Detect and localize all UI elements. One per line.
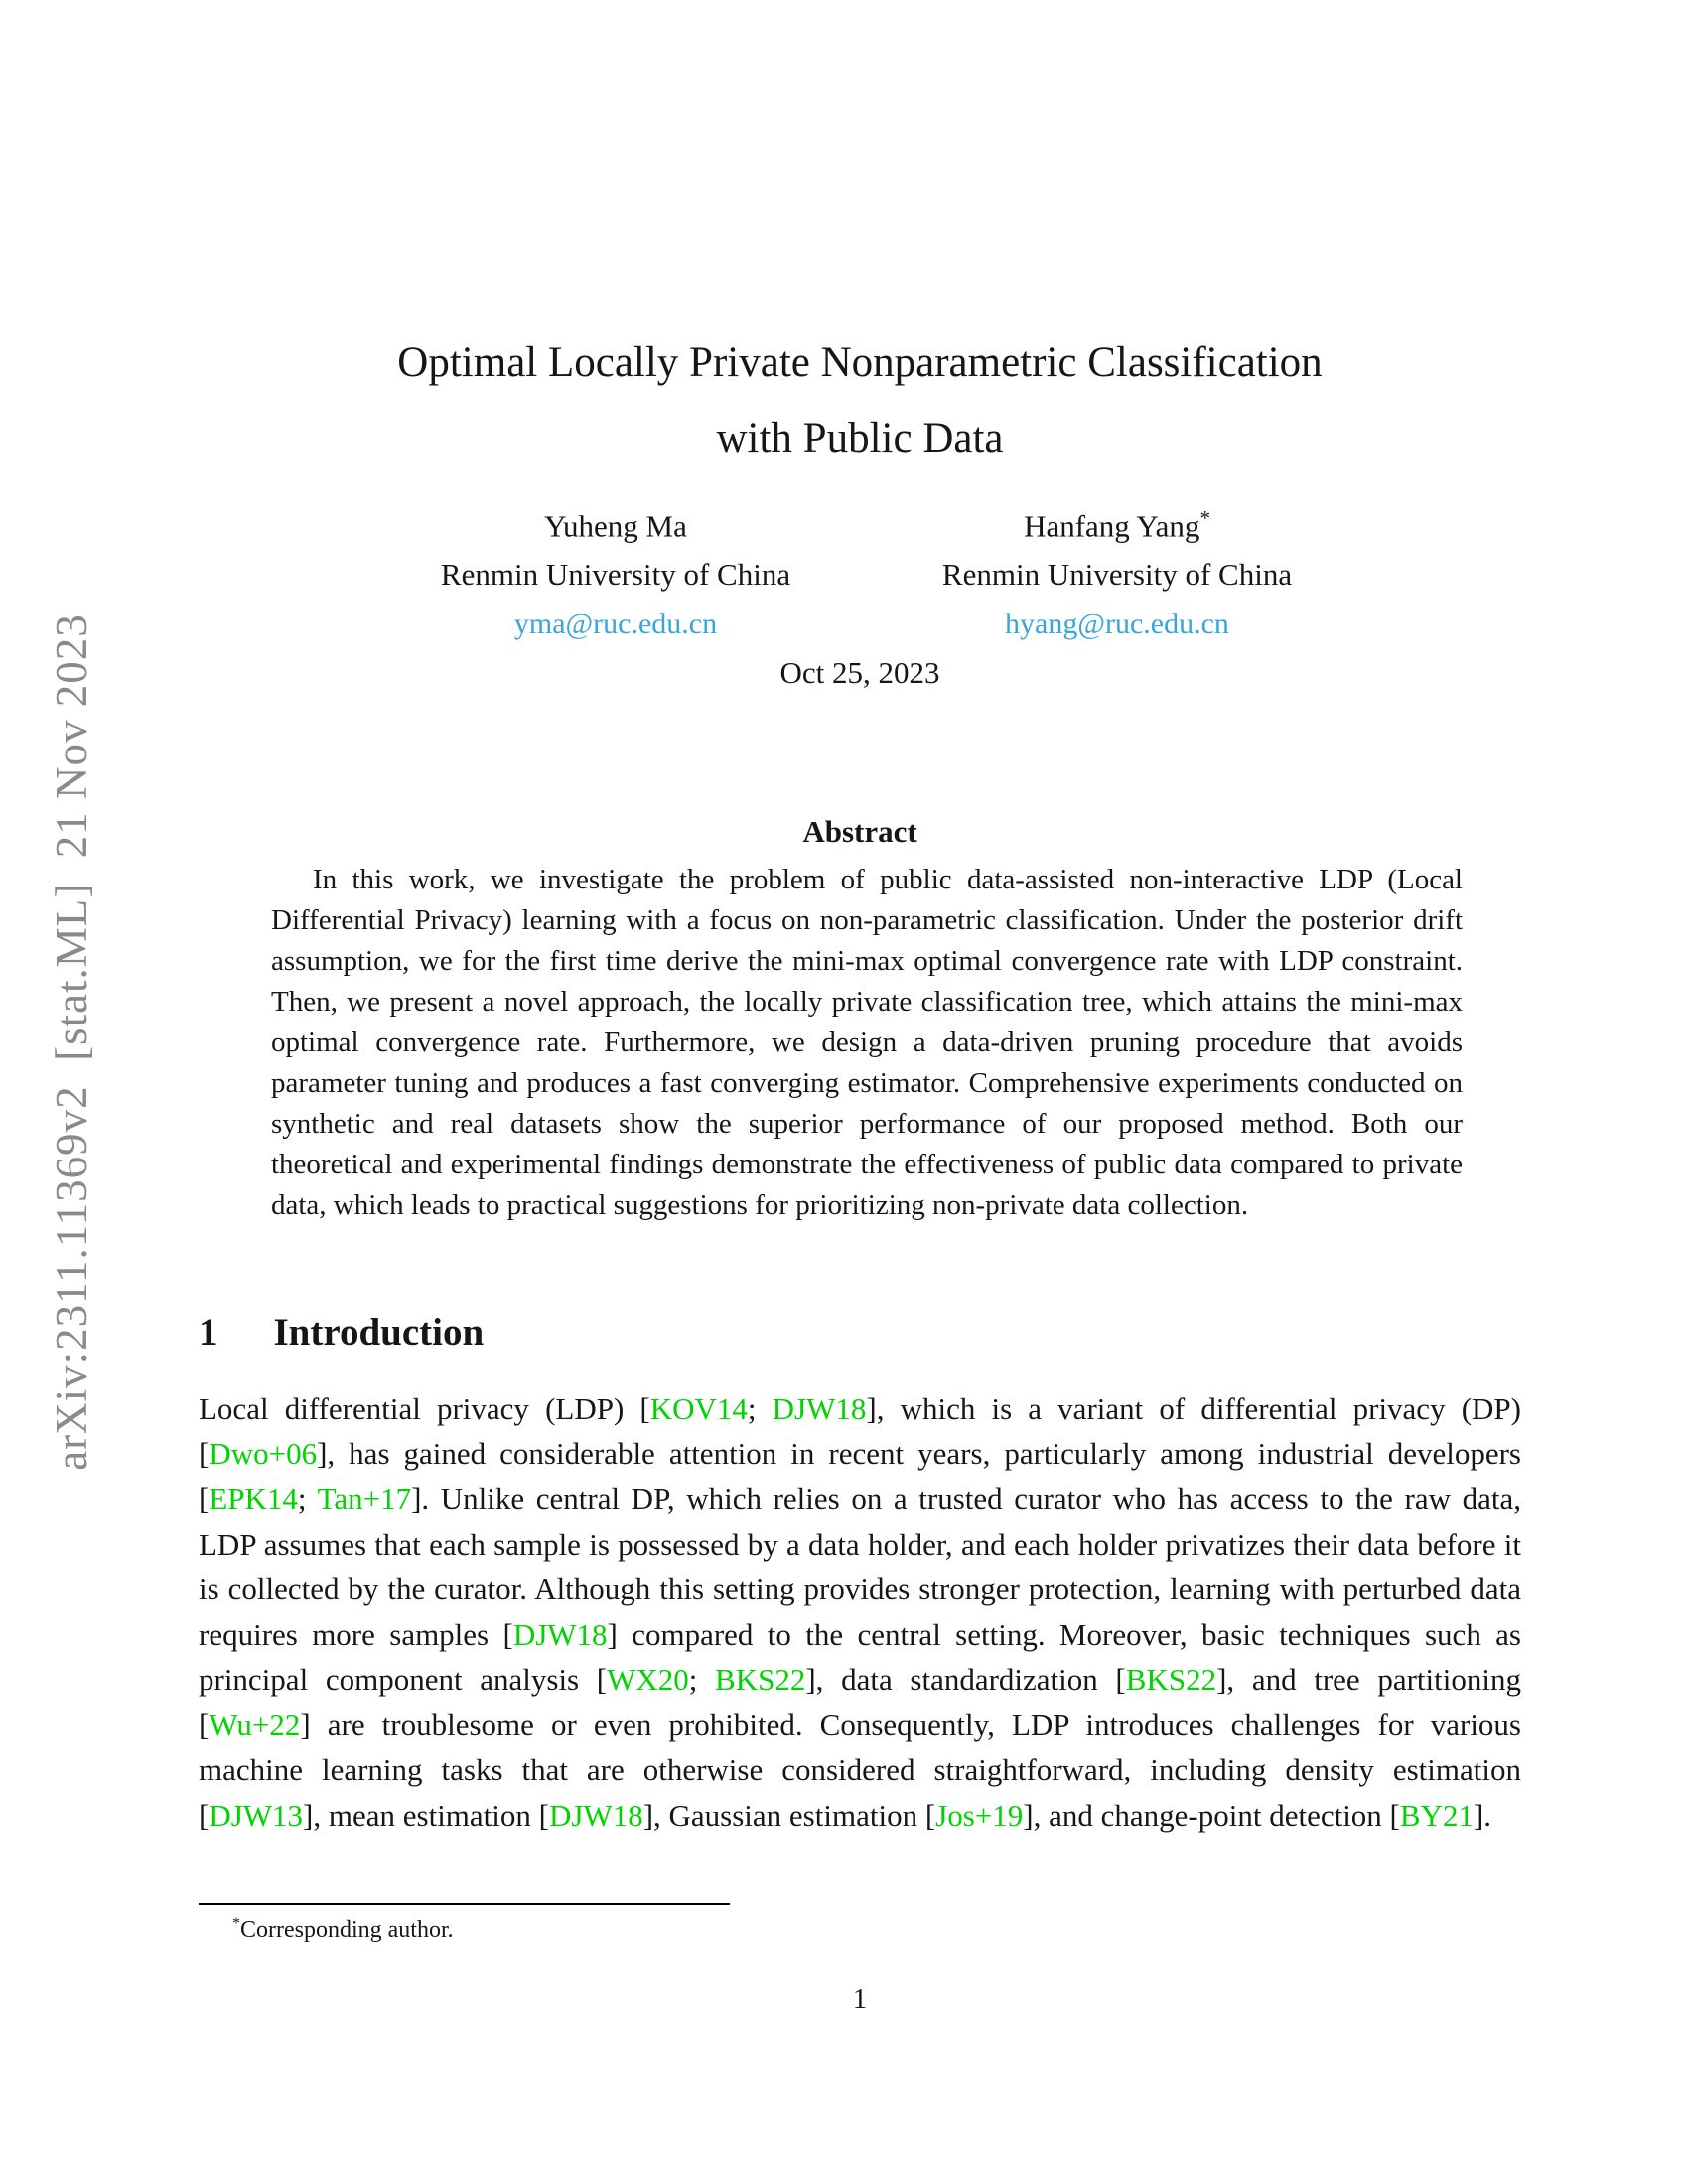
author-name: Yuheng Ma <box>544 508 687 544</box>
text-run: ]. Unlike central DP, which relies on a trusted curator who has access to the raw data, LDP assumes that each sample is possessed by a data holder, and each holder privatizes their data before it is collected by the curator. Although this setting provides stronger protection, learning with perturbed data requires more samples [ <box>199 1481 1521 1652</box>
author-superscript: * <box>1199 506 1210 530</box>
citation-link[interactable]: Jos+19 <box>935 1797 1024 1833</box>
text-run: ], mean estimation [ <box>303 1797 549 1833</box>
section-number: 1 <box>199 1311 218 1354</box>
text-run: ] are troublesome or even prohibited. Consequently, LDP introduces challenges for various machine learning tasks that are otherwise considered straightforward, including density estimation [ <box>199 1706 1521 1833</box>
author-affiliation: Renmin University of China <box>440 557 791 593</box>
section-heading <box>199 1310 1521 1355</box>
author-email-link[interactable]: yma@ruc.edu.cn <box>513 608 718 641</box>
abstract-text: In this work, we investigate the problem of public data-assisted non-interactive LDP (Local Differential Privacy) learning with a focus on non-parametric classification. Under the posterior drift assumption, we for the first time derive the mini-max optimal convergence rate with LDP constraint. Then, we present a novel approach, the locally private classification tree, which attains the mini-max optimal convergence rate. Furthermore, we design a data-driven pruning procedure that avoids parameter tuning and produces a fast converging estimator. Comprehensive experiments conducted on synthetic and real datasets show the superior performance of our proposed method. Both our theoretical and experimental findings demonstrate the effectiveness of public data compared to private data, which leads to practical suggestions for prioritizing non-private data collection. <box>271 864 1463 1221</box>
citation-link[interactable]: Tan+17 <box>317 1481 412 1516</box>
citation-link[interactable]: Dwo+06 <box>209 1435 318 1471</box>
paper-title-line2: with Public Data <box>716 415 1004 462</box>
citation-link[interactable]: Wu+22 <box>209 1706 301 1742</box>
text-run: ], and tree partitioning [ <box>199 1662 1521 1742</box>
citation-link[interactable]: BKS22 <box>1125 1662 1217 1697</box>
text-run: ; <box>747 1391 773 1426</box>
text-run: ] compared to the central setting. Moreover, basic techniques such as principal component analysis [ <box>199 1616 1521 1697</box>
citation-link[interactable]: BKS22 <box>715 1662 806 1697</box>
text-run: ], Gaussian estimation [ <box>642 1797 936 1833</box>
author-block-1 <box>397 494 834 648</box>
text-run: ; <box>688 1662 716 1697</box>
footnote <box>199 1915 1521 1944</box>
author-email-link[interactable]: hyang@ruc.edu.cn <box>1005 608 1229 641</box>
page-number: 1 <box>852 1983 868 2015</box>
text-run: ], has gained considerable attention in recent years, particularly among industrial developers [ <box>199 1435 1521 1516</box>
text-run: ], which is a variant of differential privacy (DP) [ <box>199 1391 1521 1471</box>
citation-link[interactable]: DJW18 <box>772 1391 867 1426</box>
text-run: ], data standardization [ <box>805 1662 1126 1697</box>
paper-title <box>199 326 1521 477</box>
citation-link[interactable]: DJW18 <box>512 1616 608 1652</box>
intro-paragraph <box>199 1386 1521 1838</box>
citation-link[interactable]: BY21 <box>1399 1797 1474 1833</box>
citation-link[interactable]: DJW13 <box>209 1797 304 1833</box>
author-block-2 <box>899 494 1336 648</box>
citation-link[interactable]: WX20 <box>607 1662 689 1697</box>
arxiv-watermark: arXiv:2311.11369v2 [stat.ML] 21 Nov 2023 <box>47 614 96 1471</box>
text-run: ; <box>297 1481 318 1516</box>
citation-link[interactable]: KOV14 <box>649 1391 748 1426</box>
abstract-heading: Abstract <box>802 814 917 849</box>
footnote-marker: * <box>232 1915 240 1932</box>
text-run: ], and change-point detection [ <box>1023 1797 1400 1833</box>
text-run: Local differential privacy (LDP) [ <box>199 1391 650 1426</box>
footnote-text: Corresponding author. <box>240 1917 454 1943</box>
footnote-rule <box>199 1903 730 1905</box>
author-name: Hanfang Yang* <box>1024 506 1210 544</box>
citation-link[interactable]: EPK14 <box>209 1481 298 1516</box>
section-title: Introduction <box>273 1311 485 1354</box>
citation-link[interactable]: DJW18 <box>548 1797 643 1833</box>
author-affiliation: Renmin University of China <box>941 557 1293 593</box>
paper-date: Oct 25, 2023 <box>779 655 940 690</box>
text-run: ]. <box>1473 1797 1492 1833</box>
paper-title-line1: Optimal Locally Private Nonparametric Classification <box>397 340 1323 386</box>
